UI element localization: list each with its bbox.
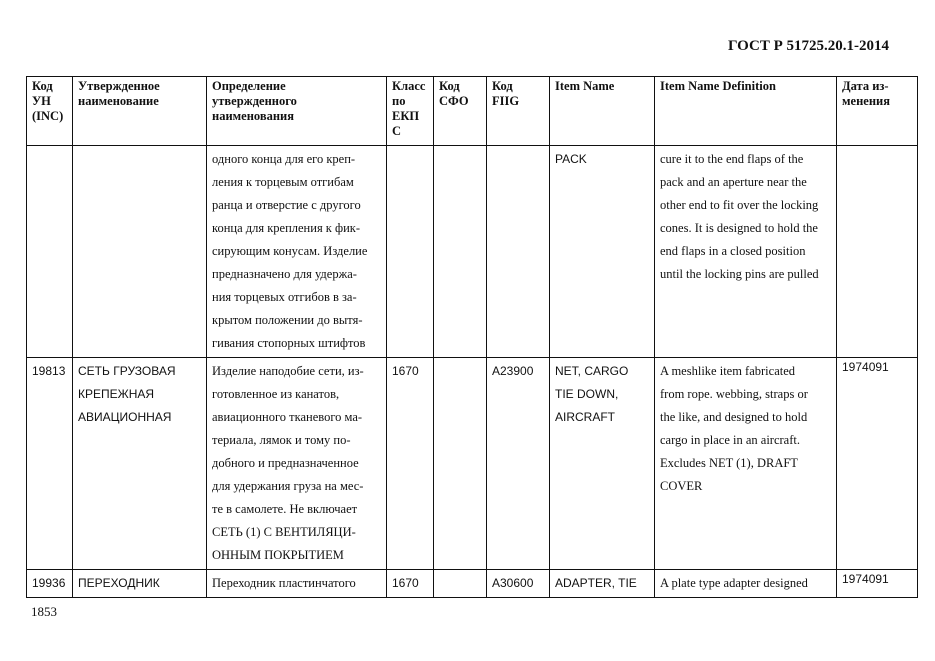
cell-line: A meshlike item fabricated xyxy=(660,364,796,378)
cell-line: until the locking pins are pulled xyxy=(660,267,819,281)
cell-line: A plate type adapter designed xyxy=(660,576,808,590)
cell-name xyxy=(73,570,207,598)
page-number: 1853 xyxy=(31,604,57,619)
cell-line: from rope. webbing, straps or xyxy=(660,387,808,401)
cell-line: Excludes NET (1), DRAFT xyxy=(660,456,798,470)
cell-item-def xyxy=(655,570,837,598)
cell-line: cones. It is designed to hold the xyxy=(660,221,818,235)
cell-line: одного конца для его креп- xyxy=(212,152,356,166)
cell-fiig xyxy=(487,358,550,570)
cell-item-def xyxy=(655,358,837,570)
cell-text: 1974091 xyxy=(842,572,889,586)
cell-date xyxy=(837,146,918,358)
cell-line: ADAPTER, TIE xyxy=(555,576,637,590)
cell-sfo xyxy=(434,358,487,570)
cell-line: cargo in place in an aircraft. xyxy=(660,433,800,447)
table-header-row xyxy=(27,77,918,146)
column-header-line: Класс xyxy=(392,79,426,93)
cell-line: предназначено для удержа- xyxy=(212,267,357,281)
column-header xyxy=(73,77,207,146)
cell-line: добного и предназначенное xyxy=(212,456,359,470)
cell-line: КРЕПЕЖНАЯ xyxy=(78,387,155,401)
cell-definition xyxy=(207,358,387,570)
cell-line: ПЕРЕХОДНИК xyxy=(78,576,160,590)
cell-text: A23900 xyxy=(492,364,534,378)
document-standard-title: ГОСТ Р 51725.20.1-2014 xyxy=(727,38,889,54)
cell-text: 19936 xyxy=(32,576,66,590)
cell-line: end flaps in a closed position xyxy=(660,244,806,258)
cell-line: cure it to the end flaps of the xyxy=(660,152,804,166)
cell-fiig xyxy=(487,570,550,598)
cell-sfo xyxy=(434,570,487,598)
cell-item-name xyxy=(550,358,655,570)
cell-line: other end to fit over the locking xyxy=(660,198,819,212)
column-header xyxy=(387,77,434,146)
column-header-line: утвержденного xyxy=(212,94,297,108)
column-header-line: Item Name Definition xyxy=(660,79,776,93)
cell-sfo xyxy=(434,146,487,358)
cell-line: готовленное из канатов, xyxy=(212,387,340,401)
cell-line: pack and an aperture near the xyxy=(660,175,807,189)
cell-line: COVER xyxy=(660,479,703,493)
cell-item-name xyxy=(550,570,655,598)
column-header-line: Код xyxy=(32,79,53,93)
cell-line: the like, and designed to hold xyxy=(660,410,808,424)
column-header xyxy=(550,77,655,146)
cell-line: авиационного тканевого ма- xyxy=(212,410,363,424)
cell-line: крытом положении до вытя- xyxy=(212,313,363,327)
cell-line: гивания стопорных штифтов xyxy=(212,336,366,350)
cell-item-name xyxy=(550,146,655,358)
column-header-line: (INC) xyxy=(32,109,64,123)
column-header-line: С xyxy=(392,124,402,138)
column-header-line: Дата из- xyxy=(842,79,889,93)
column-header xyxy=(27,77,73,146)
cell-line: АВИАЦИОННАЯ xyxy=(78,410,172,424)
cell-text: 1670 xyxy=(392,364,419,378)
cell-text: 19813 xyxy=(32,364,66,378)
cell-fiig xyxy=(487,146,550,358)
cell-text: A30600 xyxy=(492,576,534,590)
cell-line: сирующим конусам. Изделие xyxy=(212,244,368,258)
column-header xyxy=(434,77,487,146)
cell-inc xyxy=(27,146,73,358)
column-header-line: Определение xyxy=(212,79,286,93)
cell-line: для удержания груза на мес- xyxy=(212,479,364,493)
column-header-line: менения xyxy=(842,94,890,108)
cell-line: СЕТЬ ГРУЗОВАЯ xyxy=(78,364,176,378)
cell-line: ОННЫМ ПОКРЫТИЕМ xyxy=(212,548,344,562)
cell-line: териала, лямок и тому по- xyxy=(212,433,351,447)
column-header-line: по xyxy=(392,94,406,108)
column-header-line: Код xyxy=(492,79,513,93)
table-row xyxy=(27,570,918,598)
column-header-line: УН xyxy=(32,94,51,108)
column-header-line: Item Name xyxy=(555,79,615,93)
cell-class xyxy=(387,146,434,358)
cell-line: Переходник пластинчатого xyxy=(212,576,356,590)
cell-inc xyxy=(27,358,73,570)
table-row xyxy=(27,358,918,570)
cell-date xyxy=(837,358,918,570)
cell-line: ранца и отверстие с другого xyxy=(212,198,361,212)
cell-line: ния торцевых отгибов в за- xyxy=(212,290,357,304)
cell-name xyxy=(73,358,207,570)
cell-line: те в самолете. Не включает xyxy=(212,502,358,516)
column-header-line: наименования xyxy=(212,109,295,123)
column-header-line: СФО xyxy=(439,94,469,108)
table-row xyxy=(27,146,918,358)
cell-item-def xyxy=(655,146,837,358)
cell-definition xyxy=(207,146,387,358)
column-header xyxy=(487,77,550,146)
cell-line: PACK xyxy=(555,152,587,166)
cell-line: AIRCRAFT xyxy=(555,410,615,424)
nomenclature-table xyxy=(26,76,918,598)
column-header-line: FIIG xyxy=(492,94,520,108)
cell-line: Изделие наподобие сети, из- xyxy=(212,364,364,378)
cell-line: NET, CARGO xyxy=(555,364,629,378)
cell-inc xyxy=(27,570,73,598)
cell-date xyxy=(837,570,918,598)
cell-class xyxy=(387,570,434,598)
column-header xyxy=(207,77,387,146)
column-header-line: Код xyxy=(439,79,460,93)
cell-line: ления к торцевым отгибам xyxy=(212,175,354,189)
cell-line: СЕТЬ (1) С ВЕНТИЛЯЦИ- xyxy=(212,525,356,539)
cell-class xyxy=(387,358,434,570)
column-header-line: Утвержденное xyxy=(78,79,160,93)
table-body xyxy=(27,146,918,598)
cell-definition xyxy=(207,570,387,598)
cell-text: 1974091 xyxy=(842,360,889,374)
column-header-line: ЕКП xyxy=(392,109,420,123)
column-header xyxy=(655,77,837,146)
column-header-line: наименование xyxy=(78,94,159,108)
cell-name xyxy=(73,146,207,358)
column-header xyxy=(837,77,918,146)
cell-text: 1670 xyxy=(392,576,419,590)
cell-line: TIE DOWN, xyxy=(555,387,619,401)
cell-line: конца для крепления к фик- xyxy=(212,221,361,235)
